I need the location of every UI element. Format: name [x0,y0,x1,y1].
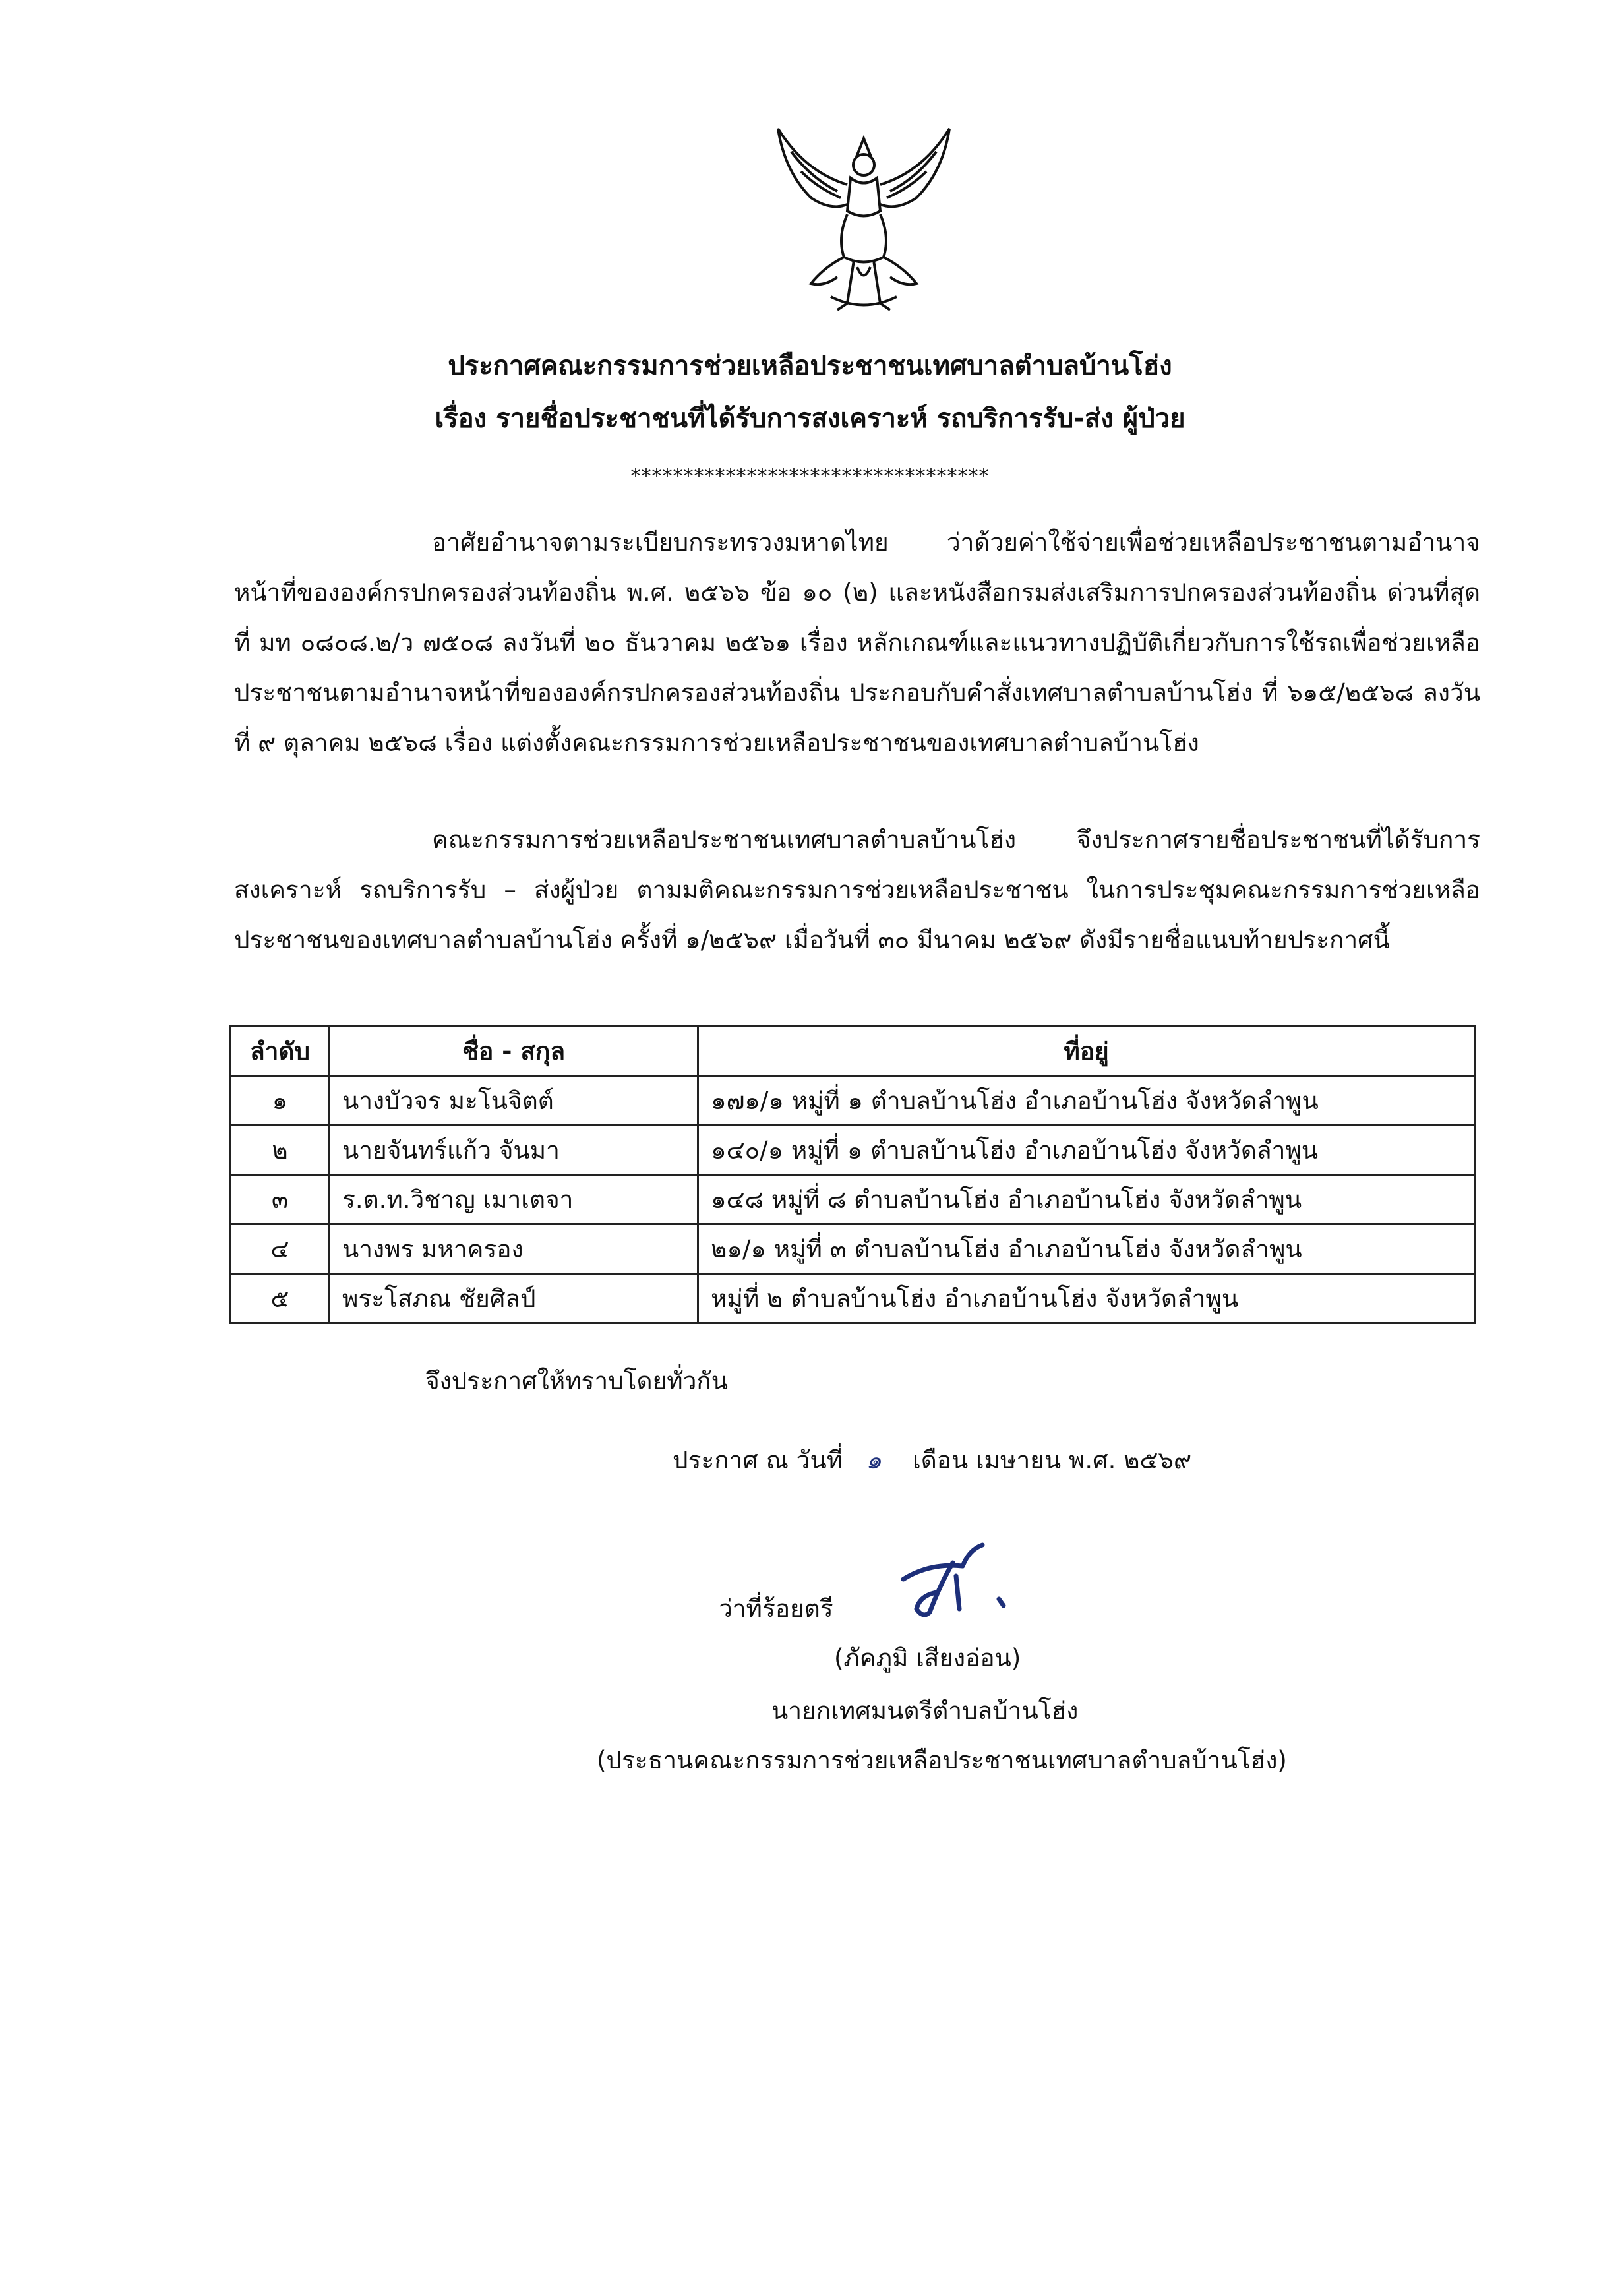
table-row [231,1076,1475,1126]
table-header-row [231,1027,1475,1076]
body-paragraph-2 [234,815,1480,965]
row-name: นางบัวจร มะโนจิตต์ [329,1076,698,1126]
date-day: ๑ [866,1446,882,1474]
row-address: ๑๔๘ หมู่ที่ ๘ ตำบลบ้านโฮ่ง อำเภอบ้านโฮ่ง จังหวัดลำพูน [698,1175,1475,1224]
row-name: ร.ต.ท.วิชาญ เมาเตจา [329,1175,698,1224]
table-row [231,1274,1475,1323]
column-header-order: ลำดับ [231,1027,330,1076]
date-suffix: เดือน เมษายน พ.ศ. ๒๕๖๙ [913,1446,1192,1474]
row-order: ๕ [231,1274,330,1323]
announcement-title: ประกาศคณะกรรมการช่วยเหลือประชาชนเทศบาลตำบลบ้านโฮ่ง [448,351,1172,381]
announcement-subject: เรื่อง รายชื่อประชาชนที่ได้รับการสงเคราะห์ รถบริการรับ-ส่ง ผู้ป่วย [435,404,1185,434]
row-order: ๑ [231,1076,330,1126]
table-row [231,1175,1475,1224]
closing-statement: จึงประกาศให้ทราบโดยทั่วกัน [425,1367,729,1395]
row-address: ๑๔๐/๑ หมู่ที่ ๑ ตำบลบ้านโฮ่ง อำเภอบ้านโฮ่ง จังหวัดลำพูน [698,1126,1475,1175]
signer-rank: ว่าที่ร้อยตรี [719,1594,833,1623]
row-order: ๒ [231,1126,330,1175]
row-name: พระโสภณ ชัยศิลป์ [329,1274,698,1323]
body-paragraph-1 [234,518,1480,768]
paragraph-2-text: คณะกรรมการช่วยเหลือประชาชนเทศบาลตำบลบ้านโฮ่ง จึงประกาศรายชื่อประชาชนที่ได้รับการสงเคราะห์ รถบริการรับ – ส่งผู้ป่วย ตามมติคณะกรรมการช่วยเหลือประชาชน ในการประชุมคณะกรรมการช่วยเหลือประชาชนของเทศบาลตำบลบ้านโฮ่ง ครั้งที่ ๑/๒๕๖๙ เมื่อวันที่ ๓๐ มีนาคม ๒๕๖๙ ดังมีรายชื่อแนบท้ายประกาศนี้ [234,826,1480,954]
signer-position: นายกเทศมนตรีตำบลบ้านโฮ่ง [771,1697,1079,1725]
row-name: นายจันทร์แก้ว จันมา [329,1126,698,1175]
table-row [231,1126,1475,1175]
column-header-address: ที่อยู่ [698,1027,1475,1076]
garuda-emblem-icon [765,125,963,317]
row-address: หมู่ที่ ๒ ตำบลบ้านโฮ่ง อำเภอบ้านโฮ่ง จังหวัดลำพูน [698,1274,1475,1323]
recipients-table [229,1025,1476,1324]
column-header-name: ชื่อ - สกุล [329,1027,698,1076]
row-order: ๔ [231,1224,330,1274]
handwritten-signature [890,1540,1022,1625]
paragraph-1-text: อาศัยอำนาจตามระเบียบกระทรวงมหาดไทย ว่าด้วยค่าใช้จ่ายเพื่อช่วยเหลือประชาชนตามอำนาจหน้าที่ขององค์กรปกครองส่วนท้องถิ่น พ.ศ. ๒๕๖๖ ข้อ ๑๐ (๒) และหนังสือกรมส่งเสริมการปกครองส่วนท้องถิ่น ด่วนที่สุด ที่ มท ๐๘๐๘.๒/ว ๗๕๐๘ ลงวันที่ ๒๐ ธันวาคม ๒๕๖๑ เรื่อง หลักเกณฑ์และแนวทางปฏิบัติเกี่ยวกับการใช้รถเพื่อช่วยเหลือประชาชนตามอำนาจหน้าที่ขององค์กรปกครองส่วนท้องถิ่น ประกอบกับคำสั่งเทศบาลตำบลบ้านโฮ่ง ที่ ๖๑๕/๒๕๖๘ ลงวันที่ ๙ ตุลาคม ๒๕๖๘ เรื่อง แต่งตั้งคณะกรรมการช่วยเหลือประชาชนของเทศบาลตำบลบ้านโฮ่ง [234,528,1480,757]
row-address: ๒๑/๑ หมู่ที่ ๓ ตำบลบ้านโฮ่ง อำเภอบ้านโฮ่ง จังหวัดลำพูน [698,1224,1475,1274]
date-prefix: ประกาศ ณ วันที่ [673,1446,843,1474]
row-name: นางพร มหาครอง [329,1224,698,1274]
signer-name: (ภัคภูมิ เสียงอ่อน) [834,1644,1021,1672]
announcement-date [673,1441,1191,1480]
title-separator: ********************************** [630,465,990,488]
signer-role: (ประธานคณะกรรมการช่วยเหลือประชาชนเทศบาลตำบลบ้านโฮ่ง) [597,1746,1287,1774]
row-order: ๓ [231,1175,330,1224]
row-address: ๑๗๑/๑ หมู่ที่ ๑ ตำบลบ้านโฮ่ง อำเภอบ้านโฮ่ง จังหวัดลำพูน [698,1076,1475,1126]
table-row [231,1224,1475,1274]
